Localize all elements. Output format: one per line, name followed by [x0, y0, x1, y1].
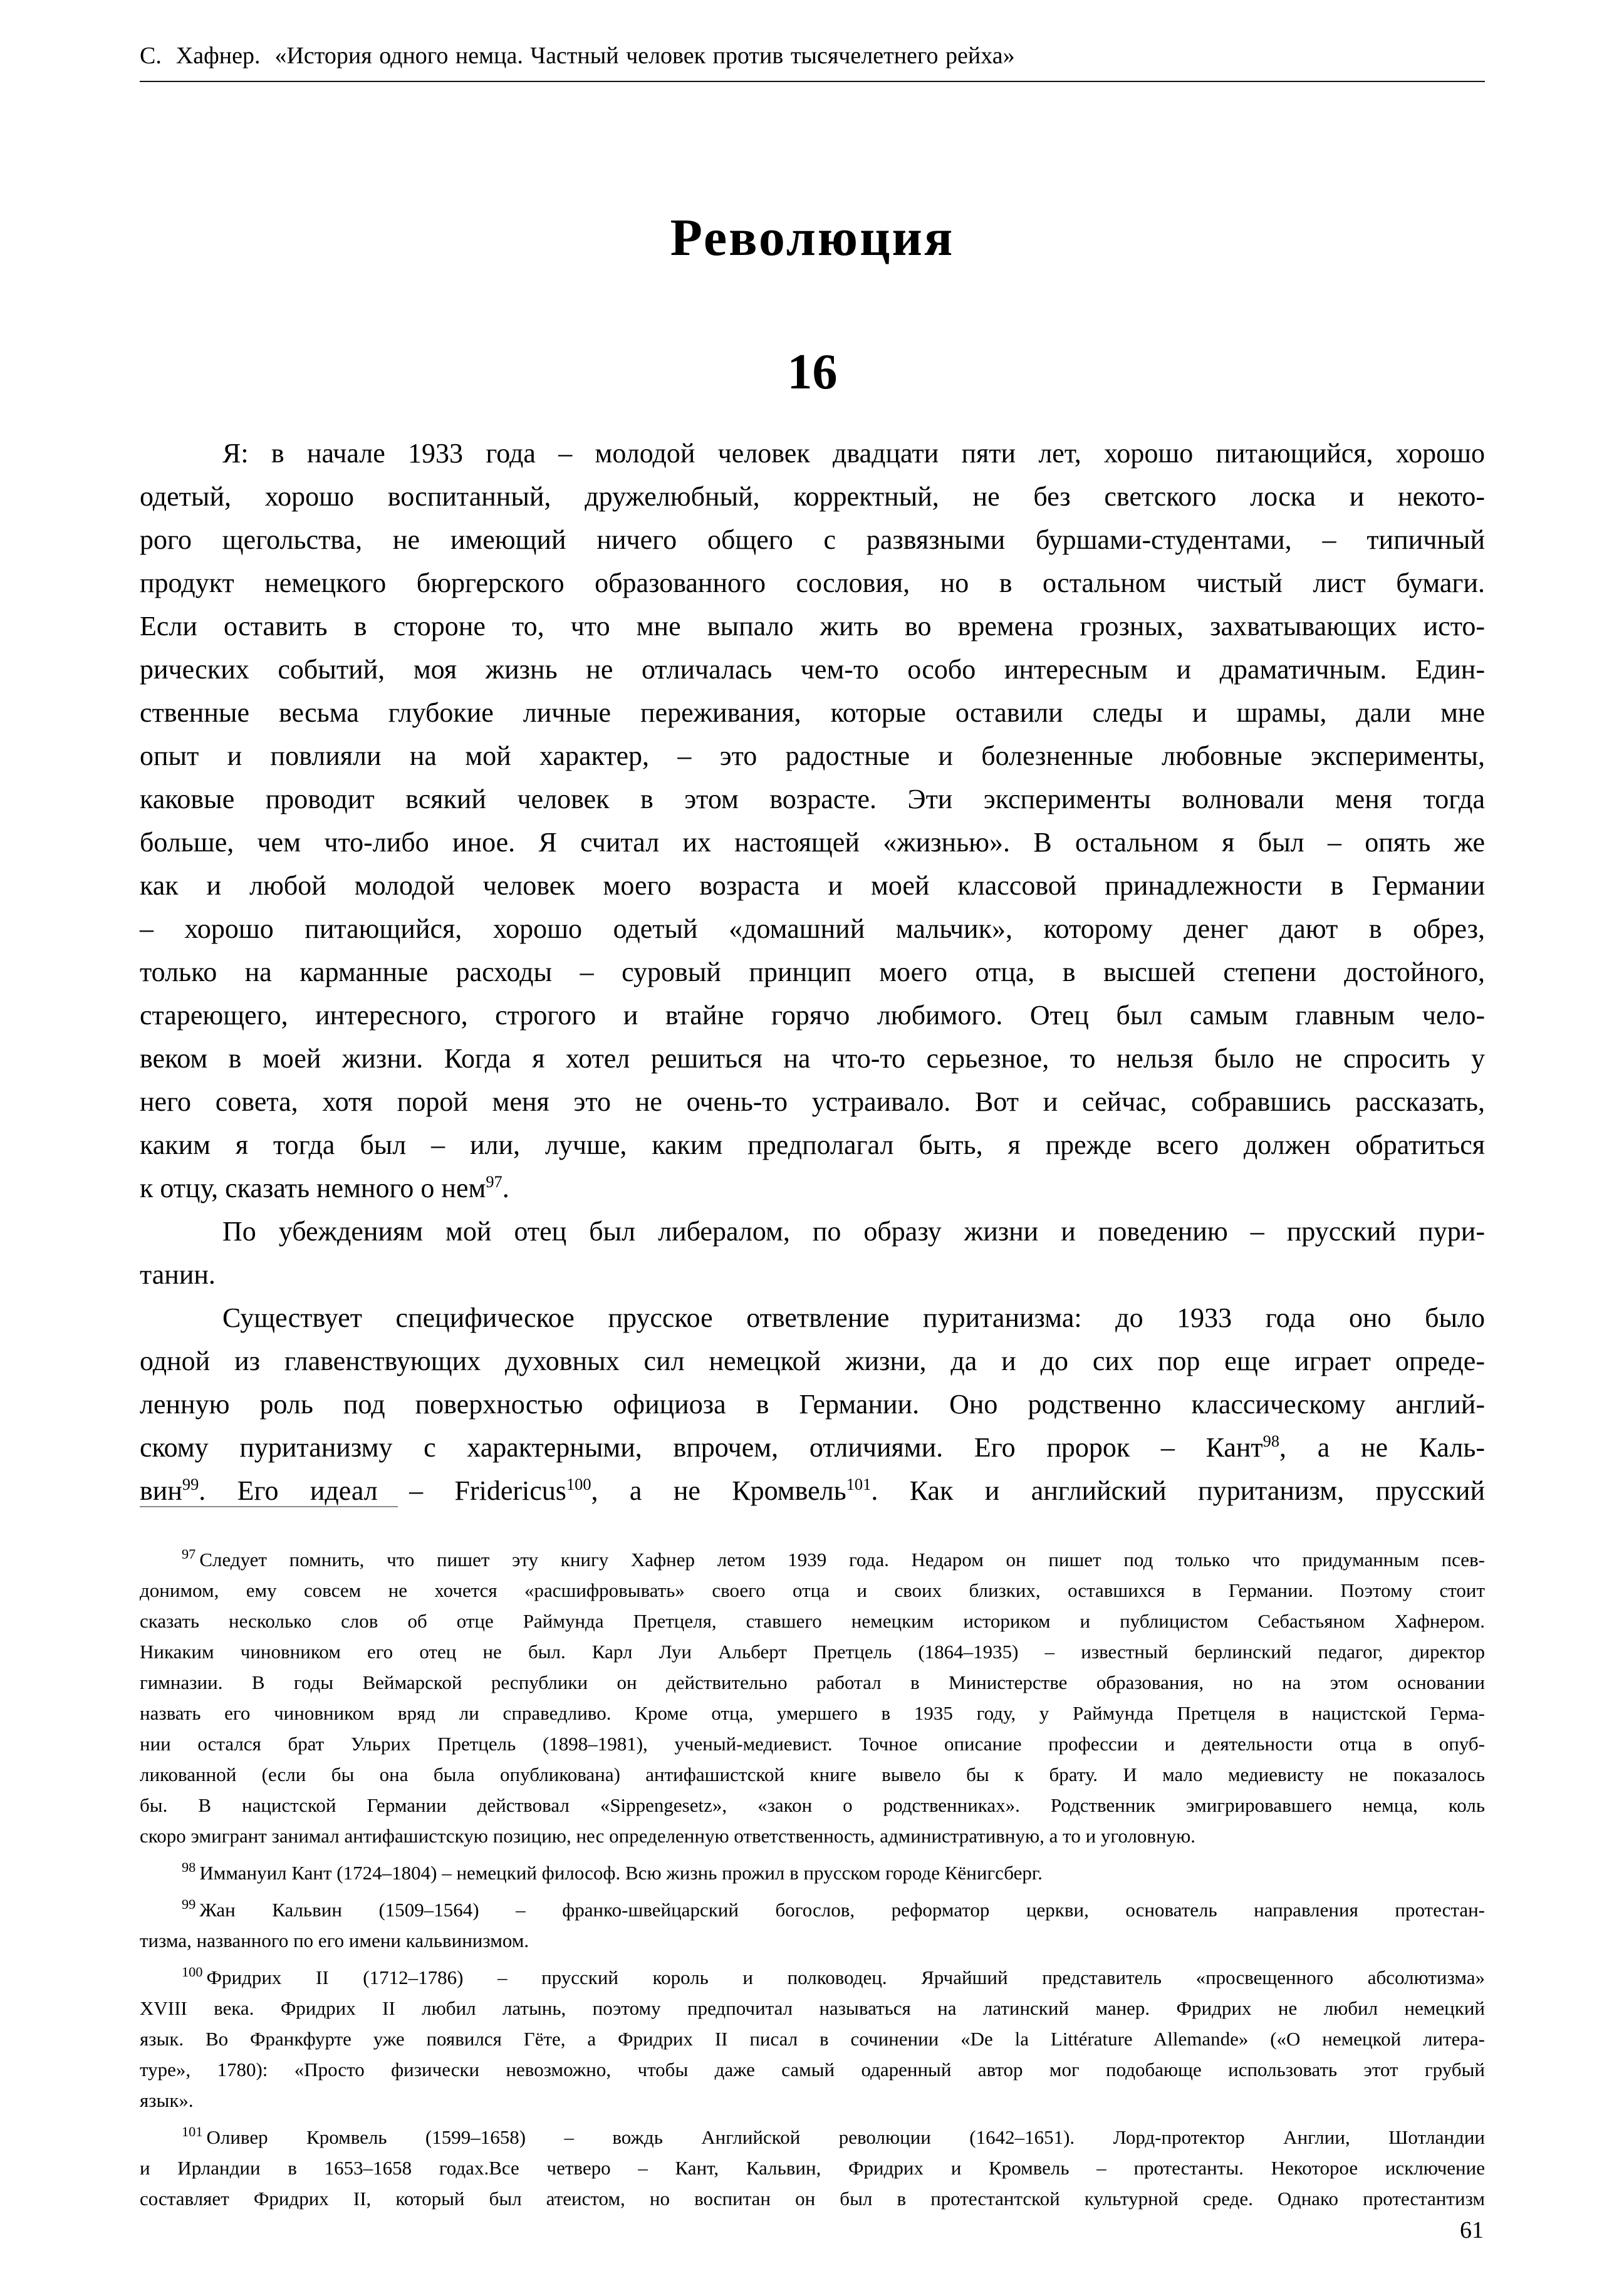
text-line	[140, 994, 1485, 1037]
footnote-reference-link[interactable]: 98	[1262, 1431, 1280, 1451]
text-run: . Как и английский пуританизм, прусский	[871, 1475, 1486, 1506]
footnote-line	[140, 2054, 1485, 2085]
footnote-line	[140, 2085, 1485, 2116]
footnote-reference-link[interactable]: 99	[182, 1475, 199, 1494]
footnote-number: 100	[182, 1963, 203, 1980]
text-line	[140, 432, 1485, 475]
footnote-text: сказать несколько слов об отце Раймунда Претцеля, ставшего немецким историком и публицистом Себастьяном Хафнером.	[140, 1610, 1485, 1632]
footnote-reference-link[interactable]: 97	[486, 1172, 502, 1192]
text-line	[140, 1166, 1485, 1210]
page-number: 61	[1460, 2217, 1484, 2243]
text-run: . Его идеал – Fridericus	[199, 1475, 566, 1506]
footnote-line	[140, 1925, 1485, 1956]
footnote-text: язык».	[140, 2089, 194, 2111]
text-line	[140, 821, 1485, 864]
text-run: как и любой молодой человек моего возраста и моей классовой принадлежности в Германии	[140, 870, 1485, 901]
paragraph	[140, 1296, 1485, 1512]
text-run: одной из главенствующих духовных сил немецкой жизни, да и до сих пор еще играет опреде-	[140, 1346, 1485, 1376]
text-line	[140, 691, 1485, 734]
text-run: танин.	[140, 1259, 216, 1290]
footnote-text: и Ирландии в 1653–1658 годах.Все четверо – Кант, Кальвин, Фридрих и Кромвель – протестанты. Некоторое исключение	[140, 2157, 1485, 2179]
footnote-text: скоро эмигрант занимал антифашистскую позицию, нес определенную ответственность, административную, а то и уголовную.	[140, 1825, 1196, 1847]
text-run: рого щегольства, не имеющий ничего общего с развязными буршами-студентами, – типичный	[140, 524, 1485, 555]
text-run: Если оставить в стороне то, что мне выпало жить во времена грозных, захватывающих исто-	[140, 611, 1485, 642]
footnote-line	[140, 1667, 1485, 1698]
footnote-line	[140, 1759, 1485, 1790]
footnote-text: Жан Кальвин (1509–1564) – франко-швейцарский богослов, реформатор церкви, основатель направления протестан-	[199, 1899, 1485, 1921]
footnote-line	[140, 1728, 1485, 1759]
footnote-97	[140, 1544, 1485, 1851]
text-run: опыт и повлияли на мой характер, – это радостные и болезненные любовные эксперименты,	[140, 740, 1485, 771]
footnote-text: туре», 1780): «Просто физически невозможно, чтобы даже самый одаренный автор мог подобающе использовать этот грубый	[140, 2059, 1485, 2080]
footnote-text: бы. В нацистской Германии действовал «Sippengesetz», «закон о родственниках». Родственник эмигрировавшего немца, коль	[140, 1794, 1485, 1816]
footnote-text: донимом, ему совсем не хочется «расшифровывать» своего отца и своих близких, оставшихся в Германии. Поэтому стоит	[140, 1579, 1485, 1601]
text-run: вин	[140, 1475, 182, 1506]
text-line	[140, 1080, 1485, 1123]
footnote-number: 98	[182, 1859, 196, 1875]
text-run: продукт немецкого бюргерского образованного сословия, но в остальном чистый лист бумаги.	[140, 568, 1485, 598]
text-line	[140, 907, 1485, 950]
text-line	[140, 475, 1485, 518]
text-line	[140, 1123, 1485, 1166]
footnote-line	[140, 1606, 1485, 1636]
footnote-line	[140, 1698, 1485, 1728]
footnote-99	[140, 1894, 1485, 1956]
footnote-number: 101	[182, 2123, 203, 2139]
footnote-line	[140, 1894, 1485, 1925]
body-text	[140, 432, 1485, 1512]
text-line	[140, 1296, 1485, 1339]
text-run: стареющего, интересного, строгого и втайне горячо любимого. Отец был самым главным чело-	[140, 1000, 1485, 1031]
text-line	[140, 1426, 1485, 1469]
text-line	[140, 1210, 1485, 1253]
footnote-text: тизма, названного по его имени кальвинизмом.	[140, 1930, 529, 1951]
footnote-number: 97	[182, 1545, 196, 1562]
text-line	[140, 1037, 1485, 1080]
footnote-text: нии остался брат Ульрих Претцель (1898–1981), ученый-медиевист. Точное описание профессии и деятельности отца в опуб-	[140, 1733, 1485, 1755]
text-run: , а не Кромвель	[591, 1475, 846, 1506]
footnote-line	[140, 2183, 1485, 2214]
text-line	[140, 1339, 1485, 1383]
footnote-line	[140, 1993, 1485, 2023]
header-rule	[140, 81, 1485, 82]
text-run: скому пуританизму с характерными, впрочем, отличиями. Его пророк – Кант	[140, 1432, 1263, 1463]
text-line	[140, 777, 1485, 821]
footnote-text: язык. Во Франкфурте уже появился Гёте, а Фридрих II писал в сочинении «De la Littérature Allemande» («О немецкой литера-	[140, 2028, 1485, 2050]
text-run: ственные весьма глубокие личные переживания, которые оставили следы и шрамы, дали мне	[140, 697, 1485, 728]
paragraph	[140, 432, 1485, 1210]
footnote-line	[140, 1857, 1485, 1888]
text-run: Я: в начале 1933 года – молодой человек двадцати пяти лет, хорошо питающийся, хорошо	[222, 438, 1485, 469]
text-run: только на карманные расходы – суровый принцип моего отца, в высшей степени достойного,	[140, 957, 1485, 987]
text-run: каковые проводит всякий человек в этом возрасте. Эти эксперименты волновали меня тогда	[140, 784, 1485, 814]
footnote-line	[140, 1544, 1485, 1575]
footnote-text: назвать его чиновником вряд ли справедливо. Кроме отца, умершего в 1935 году, у Раймунда Претцеля в нацистской Герма-	[140, 1702, 1485, 1724]
text-line	[140, 561, 1485, 605]
text-run: ленную роль под поверхностью официоза в Германии. Оно родственно классическому англий-	[140, 1389, 1485, 1420]
text-run: к отцу, сказать немного о нем	[140, 1173, 486, 1203]
text-line	[140, 950, 1485, 994]
text-run: По убеждениям мой отец был либералом, по образу жизни и поведению – прусский пури-	[222, 1216, 1485, 1247]
footnote-98	[140, 1857, 1485, 1888]
footnote-text: Иммануил Кант (1724–1804) – немецкий философ. Всю жизнь прожил в прусском городе Кёнигсберг.	[199, 1862, 1043, 1884]
footnote-100	[140, 1962, 1485, 2116]
footnote-line	[140, 1575, 1485, 1606]
text-run: одетый, хорошо воспитанный, дружелюбный, корректный, не без светского лоска и некото-	[140, 481, 1485, 512]
text-run: каким я тогда был – или, лучше, каким предполагал быть, я прежде всего должен обратиться	[140, 1130, 1485, 1160]
text-run: .	[502, 1173, 509, 1203]
footnote-text: гимназии. В годы Веймарской республики он действительно работал в Министерстве образования, но на этом основании	[140, 1671, 1485, 1693]
footnote-text: Оливер Кромвель (1599–1658) – вождь Английской революции (1642–1651). Лорд-протектор Англии, Шотландии	[206, 2126, 1485, 2148]
text-run: рических событий, моя жизнь не отличалась чем-то особо интересным и драматичным. Един-	[140, 654, 1485, 685]
text-line	[140, 648, 1485, 691]
footnote-line	[140, 1636, 1485, 1667]
footnote-text: составляет Фридрих II, который был атеистом, но воспитан он был в протестантской культурной среде. Однако протестантизм	[140, 2188, 1485, 2210]
footnote-text: Следует помнить, что пишет эту книгу Хафнер летом 1939 года. Недаром он пишет под только что придуманным псев-	[199, 1549, 1485, 1571]
text-run: , а не Каль-	[1279, 1432, 1485, 1463]
text-run: веком в моей жизни. Когда я хотел решиться на что-то серьезное, то нельзя было не спросить у	[140, 1043, 1485, 1074]
chapter-title: Революция	[670, 209, 955, 267]
text-line	[140, 864, 1485, 907]
footnote-text: XVIII века. Фридрих II любил латынь, поэтому предпочитал называться на латинский манер. Фридрих не любил немецкий	[140, 1997, 1485, 2019]
footnote-text: Никаким чиновником его отец не был. Карл Луи Альберт Претцель (1864–1935) – известный берлинский педагог, директор	[140, 1641, 1485, 1663]
footnote-line	[140, 1962, 1485, 1993]
footnote-reference-link[interactable]: 100	[566, 1475, 591, 1494]
text-line	[140, 734, 1485, 777]
text-run: него совета, хотя порой меня это не очень-то устраивало. Вот и сейчас, собравшись рассказать,	[140, 1086, 1485, 1117]
footnote-reference-link[interactable]: 101	[846, 1475, 872, 1494]
footnote-line	[140, 1790, 1485, 1821]
paragraph	[140, 1210, 1485, 1296]
text-run: Существует специфическое прусское ответвление пуританизма: до 1933 года оно было	[222, 1302, 1485, 1333]
text-line	[140, 1383, 1485, 1426]
running-header: С. Хафнер. «История одного немца. Частный человек против тысячелетнего рейха»	[140, 43, 1015, 69]
footnote-line	[140, 2122, 1485, 2153]
text-line	[140, 605, 1485, 648]
text-run: больше, чем что-либо иное. Я считал их настоящей «жизнью». В остальном я был – опять же	[140, 827, 1485, 858]
text-run: – хорошо питающийся, хорошо одетый «домашний мальчик», которому денег дают в обрез,	[140, 913, 1485, 944]
text-line	[140, 518, 1485, 561]
footnote-line	[140, 2153, 1485, 2183]
footnote-line	[140, 2023, 1485, 2054]
footnote-101	[140, 2122, 1485, 2214]
footnote-text: ликованной (если бы она была опубликована) антифашистской книге вывело бы к брату. И мало медиевисту не показалось	[140, 1764, 1485, 1785]
footnote-separator	[140, 1506, 398, 1507]
text-line	[140, 1253, 1485, 1296]
footnote-number: 99	[182, 1896, 196, 1912]
footnote-line	[140, 1821, 1485, 1851]
footnotes	[140, 1544, 1485, 2220]
chapter-number: 16	[787, 345, 838, 400]
footnote-text: Фридрих II (1712–1786) – прусский король и полководец. Ярчайший представитель «просвещенного абсолютизма»	[206, 1966, 1485, 1988]
